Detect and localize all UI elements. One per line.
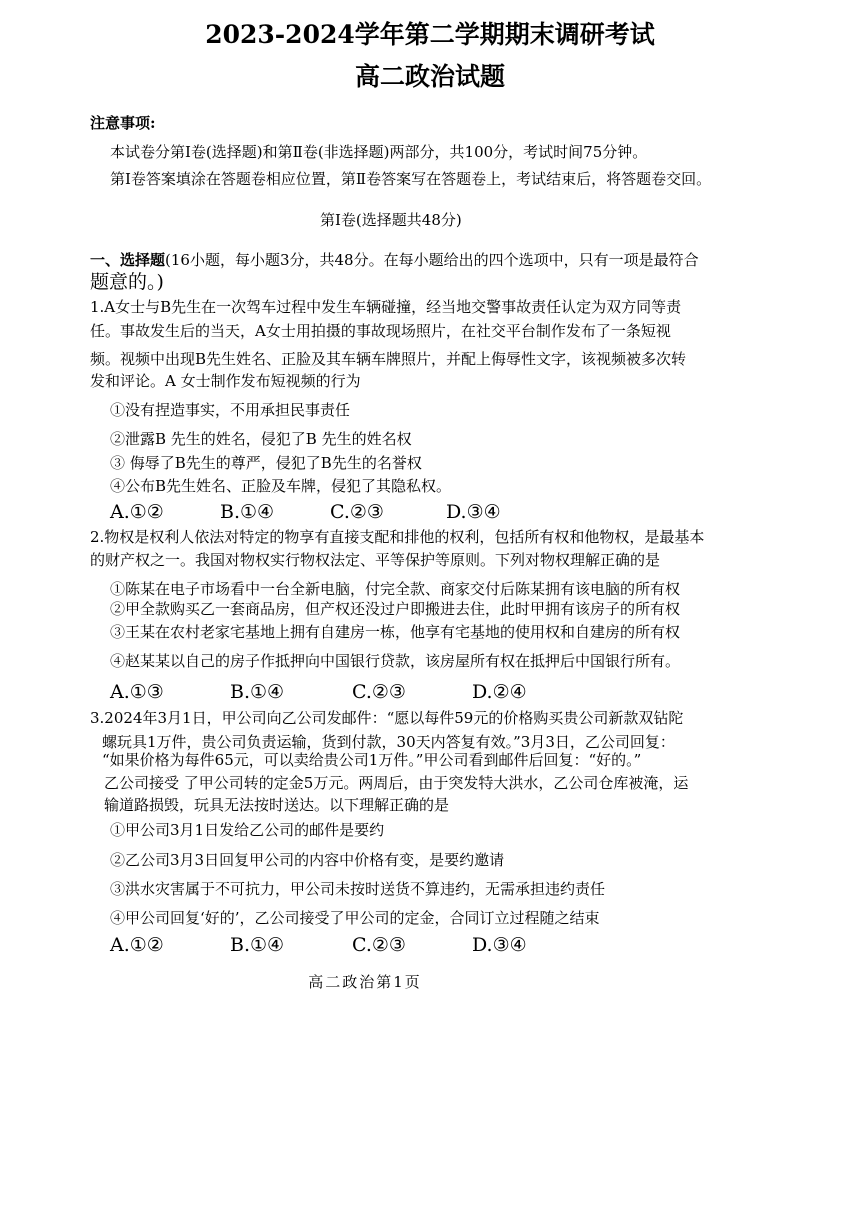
section-heading bbox=[90, 253, 699, 268]
q2-item-3: ③王某在农村老家宅基地上拥有自建房一栋，他享有宅基地的使用权和自建房的所有权 bbox=[110, 623, 681, 641]
q3-stem-line: 螺玩具1万件，贵公司负责运输，货到付款，30天内答复有效。”3月3日，乙公司回复： bbox=[102, 733, 675, 751]
q2-stem-line: 2.物权是权利人依法对特定的物享有直接支配和排他的权利，包括所有权和他物权，是最基本 bbox=[90, 528, 705, 546]
exam-subtitle: 高二政治试题 bbox=[354, 62, 505, 91]
section-title: 第Ⅰ卷(选择题共48分) bbox=[320, 211, 462, 229]
q3-item-1: ①甲公司3月1日发给乙公司的邮件是要约 bbox=[110, 821, 385, 839]
q1-stem-line: 发和评论。A 女士制作发布短视频的行为 bbox=[90, 372, 361, 390]
section-heading-label: 一、选择题 bbox=[90, 251, 166, 269]
q1-stem-line: 任。事故发生后的当天，A女士用拍摄的事故现场照片，在社交平台制作发布了一条短视 bbox=[90, 322, 671, 340]
q1-item-3: ③ 侮辱了B先生的尊严，侵犯了B先生的名誉权 bbox=[110, 454, 422, 472]
q3-option-b: B.①④ bbox=[230, 934, 285, 956]
q1-option-b: B.①④ bbox=[220, 501, 275, 523]
q3-item-4: ④甲公司回复‘好的’，乙公司接受了甲公司的定金，合同订立过程随之结束 bbox=[110, 909, 600, 927]
q2-item-2: ②甲全款购买乙一套商品房，但产权还没过户即搬进去住，此时甲拥有该房子的所有权 bbox=[110, 600, 681, 618]
q3-stem-line: 输道路损毁，玩具无法按时送达。以下理解正确的是 bbox=[104, 796, 450, 814]
q1-options bbox=[110, 503, 501, 522]
q1-option-a: A.①② bbox=[110, 501, 164, 523]
q2-item-1: ①陈某在电子市场看中一台全新电脑，付完全款、商家交付后陈某拥有该电脑的所有权 bbox=[110, 580, 681, 598]
q1-item-4: ④公布B先生姓名、正脸及车牌，侵犯了其隐私权。 bbox=[110, 477, 452, 495]
q1-stem-line: 频。视频中出现B先生姓名、正脸及其车辆车牌照片，并配上侮辱性文字，该视频被多次转 bbox=[90, 350, 687, 368]
q2-option-b: B.①④ bbox=[230, 681, 285, 703]
q2-option-c: C.②③ bbox=[352, 681, 406, 703]
q1-option-c: C.②③ bbox=[330, 501, 384, 523]
notice-line-2: 第Ⅰ卷答案填涂在答题卷相应位置，第Ⅱ卷答案写在答题卷上，考试结束后，将答题卷交回。 bbox=[110, 170, 712, 188]
q1-stem-line: 1.A女士与B先生在一次驾车过程中发生车辆碰撞，经当地交警事故责任认定为双方同等责 bbox=[90, 298, 682, 316]
q3-stem-line: “如果价格为每件65元，可以卖给贵公司1万件。”甲公司看到邮件后回复：“好的。” bbox=[102, 751, 642, 769]
q1-item-2: ②泄露B 先生的姓名，侵犯了B 先生的姓名权 bbox=[110, 430, 412, 448]
q2-option-a: A.①③ bbox=[110, 681, 164, 703]
q3-item-2: ②乙公司3月3日回复甲公司的内容中价格有变，是要约邀请 bbox=[110, 851, 505, 869]
q1-option-d: D.③④ bbox=[446, 501, 501, 523]
q3-option-a: A.①② bbox=[110, 934, 164, 956]
q2-item-4: ④赵某某以自己的房子作抵押向中国银行贷款，该房屋所有权在抵押后中国银行所有。 bbox=[110, 652, 681, 670]
section-heading-text: (16小题，每小题3分，共48分。在每小题给出的四个选项中，只有一项是最符合 bbox=[165, 251, 699, 269]
section-heading-tail: 题意的。) bbox=[90, 271, 164, 293]
q3-option-d: D.③④ bbox=[472, 934, 527, 956]
notice-line-1: 本试卷分第Ⅰ卷(选择题)和第Ⅱ卷(非选择题)两部分，共100分，考试时间75分钟。 bbox=[110, 143, 648, 161]
q2-options bbox=[110, 683, 527, 702]
q1-item-1: ①没有捏造事实，不用承担民事责任 bbox=[110, 401, 351, 419]
q3-option-c: C.②③ bbox=[352, 934, 406, 956]
page-footer: 高二政治第1页 bbox=[308, 973, 422, 991]
q3-item-3: ③洪水灾害属于不可抗力，甲公司未按时送货不算违约，无需承担违约责任 bbox=[110, 880, 606, 898]
q2-option-d: D.②④ bbox=[472, 681, 527, 703]
q2-stem-line: 的财产权之一。我国对物权实行物权法定、平等保护等原则。下列对物权理解正确的是 bbox=[90, 551, 661, 569]
notice-heading: 注意事项: bbox=[90, 114, 156, 132]
q3-stem-line: 3.2024年3月1日，甲公司向乙公司发邮件：“愿以每件59元的价格购买贵公司新款双钻陀 bbox=[90, 709, 684, 727]
q3-options bbox=[110, 936, 527, 955]
exam-title: 2023-2024学年第二学期期末调研考试 bbox=[205, 20, 655, 49]
q3-stem-line: 乙公司接受 了甲公司转的定金5万元。两周后，由于突发特大洪水，乙公司仓库被淹，运 bbox=[104, 774, 689, 792]
